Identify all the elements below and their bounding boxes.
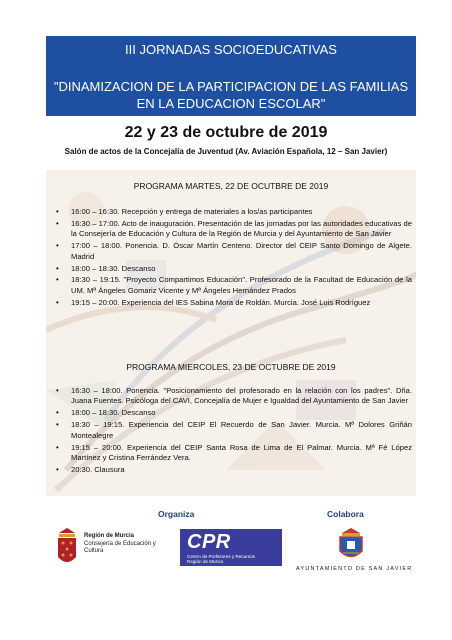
cpr-logo bbox=[180, 529, 282, 566]
list-item: • 20:30. Clausura bbox=[56, 464, 125, 474]
list-item: • 16:30 – 18:00. Ponencia. "Posicionamiento del profesorado en la relación con los padres". Dña. Juana Fuentes. Psicóloga del CAVI, Concejalía de Mujer e Igualdad del Ayuntamiento de San Javier bbox=[56, 386, 412, 406]
region-murcia-crest-icon bbox=[55, 527, 79, 572]
event-venue: Salón de actos de la Concejalía de Juventud (Av. Aviación Española, 12 – San Javier) bbox=[64, 147, 388, 156]
list-item: • 18:30 – 19:15. "Proyecto Compartimos Educación". Profesorado de la Facultad de Educación de la UM. Mª Ángeles Gomariz Vicente y Mª Ángeles Hernández Prados bbox=[56, 275, 412, 295]
list-item: • 16:30 – 17:00. Acto de inauguración. Presentación de las jornadas por las autoridades educativas de la Consejería de Educación y Cultura de la Región de Murcia y del Ayuntamiento de San Javier bbox=[56, 218, 412, 239]
list-item: • 19:15 – 20:00. Experiencia del IES Sabina Mora de Roldán. Murcia. José Luis Rodríguez bbox=[56, 297, 371, 307]
program-wednesday-list bbox=[56, 386, 412, 477]
program-tuesday-list bbox=[56, 207, 412, 310]
list-item: • 18:00 – 18:30. Descanso bbox=[56, 408, 156, 418]
list-item: • 19:15 – 20:00. Experiencia del CEIP Santa Rosa de Lima de El Palmar. Murcia. Mª Fé López Martínez y Cristina Ferrández Vera. bbox=[56, 442, 412, 462]
program-tuesday-title: PROGRAMA MARTES, 22 DE OCUTBRE DE 2019 bbox=[133, 181, 329, 191]
cpr-logo-text: CPR bbox=[187, 531, 231, 553]
cpr-subtitle: Centro de Profesores y Recursos Región de Murcia bbox=[187, 554, 255, 564]
list-item: • 18:00 – 18:30. Descanso bbox=[56, 263, 156, 273]
list-item: • 18:30 – 19:15. Experiencia del CEIP El Recuerdo de San Javier. Murcia. Mª Dolores Griñán Montealegre bbox=[56, 420, 412, 440]
event-date: 22 y 23 de octubre de 2019 bbox=[124, 124, 328, 141]
list-item: • 16:00 – 16:30. Recepción y entrega de materiales a los/as participantes bbox=[56, 207, 313, 216]
title-banner bbox=[46, 36, 416, 116]
colabora-label: Colabora bbox=[327, 509, 364, 519]
ayuntamiento-crest-icon bbox=[336, 527, 366, 563]
organiza-label: Organiza bbox=[158, 509, 195, 519]
banner-line-2: "DINAMIZACION DE LA PARTICIPACION DE LAS FAMILIAS bbox=[53, 79, 409, 94]
ayuntamiento-text: AYUNTAMIENTO DE SAN JAVIER bbox=[296, 566, 413, 572]
region-murcia-text: Región de Murcia Consejería de Educación y Cultura bbox=[84, 533, 156, 554]
banner-line-3: EN LA EDUCACION ESCOLAR" bbox=[136, 96, 326, 111]
program-wednesday-title: PROGRAMA MIERCOLES, 23 DE OCTUBRE DE 2019 bbox=[126, 362, 336, 372]
banner-line-1: III JORNADAS SOCIOEDUCATIVAS bbox=[125, 42, 337, 57]
list-item: • 17:00 – 18:00. Ponencia. D. Óscar Martín Centeno. Director del CEIP Santo Domingo de Algete. Madrid bbox=[56, 241, 412, 261]
